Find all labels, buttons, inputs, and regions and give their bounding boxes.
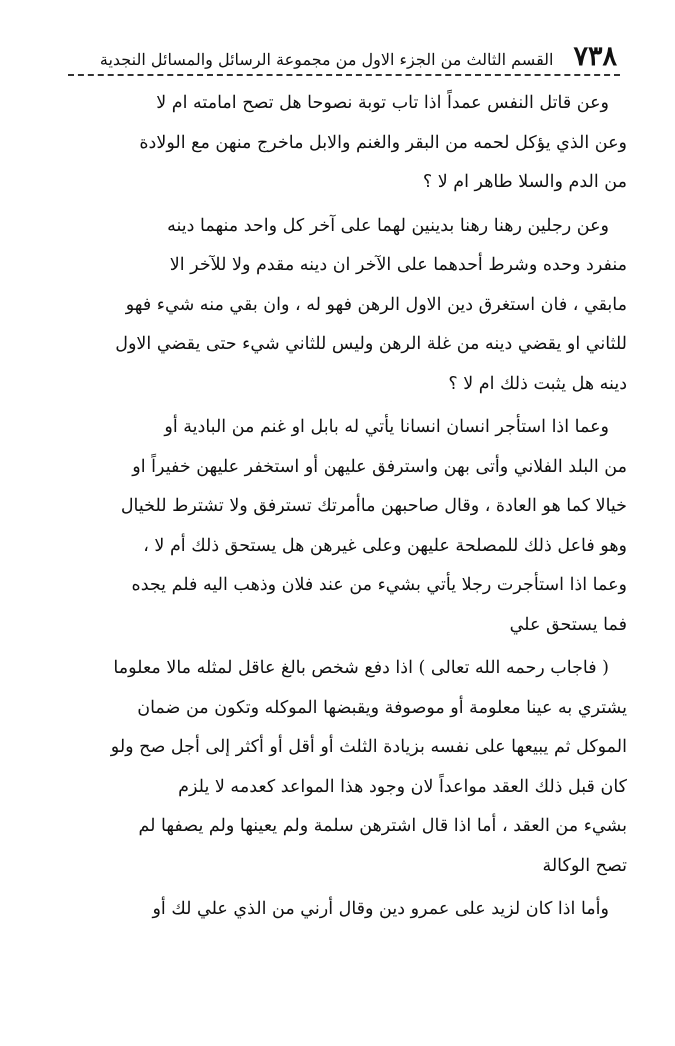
- text-line: من الدم والسلا طاهر ام لا ؟: [422, 172, 627, 192]
- text-line: وعن الذي يؤكل لحمه من البقر والغنم والابل ماخرج منهن مع الولادة: [139, 132, 627, 153]
- text-line: منفرد وحده وشرط أحدهما على الآخر ان دينه مقدم ولا للآخر الا: [169, 255, 627, 275]
- text-line: كان قبل ذلك العقد مواعداً لان وجود هذا المواعد كعدمه لا يلزم: [178, 776, 627, 797]
- text-line: الموكل ثم يبيعها على نفسه بزيادة الثلث أو أقل أو أكثر إلى أجل صح ولو: [110, 737, 627, 757]
- body-text: [46, 84, 627, 934]
- text-line: وعما اذا استأجرت رجلا يأتي بشيء من عند فلان وذهب اليه فلم يجده: [131, 575, 627, 595]
- paragraph: [46, 408, 627, 645]
- text-line: فما يستحق علي: [509, 614, 627, 635]
- paragraph: [46, 890, 627, 930]
- text-line: ( فاجاب رحمه الله تعالى ) اذا دفع شخص بالغ عاقل لمثله مالا معلوما: [113, 658, 609, 678]
- text-line: تصح الوكالة: [542, 855, 627, 876]
- text-line: خيالا كما هو العادة ، وقال صاحبهن ماأمرتك تسترفق ولا تشترط للخيال: [120, 496, 627, 516]
- text-line: وعما اذا استأجر انسان انسانا يأتي له بابل او غنم من البادية أو: [164, 417, 609, 437]
- text-line: يشتري به عينا معلومة أو موصوفة ويقبضها الموكله وتكون من ضمان: [137, 697, 627, 718]
- paragraph: [46, 649, 627, 886]
- page-header: [70, 38, 617, 72]
- text-line: وعن قاتل النفس عمداً اذا تاب توبة نصوحا هل تصح امامته ام لا: [156, 93, 609, 113]
- text-line: دينه هل يثبت ذلك ام لا ؟: [448, 373, 627, 394]
- text-line: مابقي ، فان استغرق دين الاول الرهن فهو له ، وان بقي منه شيء فهو: [125, 294, 627, 315]
- header-rule: [68, 74, 620, 76]
- text-line: بشيء من العقد ، أما اذا قال اشترهن سلمة ولم يعينها ولم يصفها لم: [138, 816, 627, 836]
- paragraph: [46, 84, 627, 203]
- running-title: القسم الثالث من الجزء الاول من مجموعة الرسائل والمسائل النجدية: [99, 50, 554, 69]
- text-line: وأما اذا كان لزيد على عمرو دين وقال أرني من الذي علي لك أو: [152, 899, 609, 919]
- paragraph: [46, 207, 627, 405]
- text-line: من البلد الفلاني وأتى بهن واسترفق عليهن أو استخفر عليهن خفيراً او: [132, 456, 627, 477]
- text-line: وعن رجلين رهنا رهنا بدينين لهما على آخر كل واحد منهما دينه: [167, 215, 609, 236]
- text-line: وهو فاعل ذلك للمصلحة عليهن وعلى غيرهن هل يستحق ذلك أم لا ،: [143, 535, 627, 556]
- text-line: للثاني او يقضي دينه من غلة الرهن وليس للثاني شيء حتى يقضي الاول: [115, 334, 627, 354]
- page-number: ٧٣٨: [573, 41, 617, 72]
